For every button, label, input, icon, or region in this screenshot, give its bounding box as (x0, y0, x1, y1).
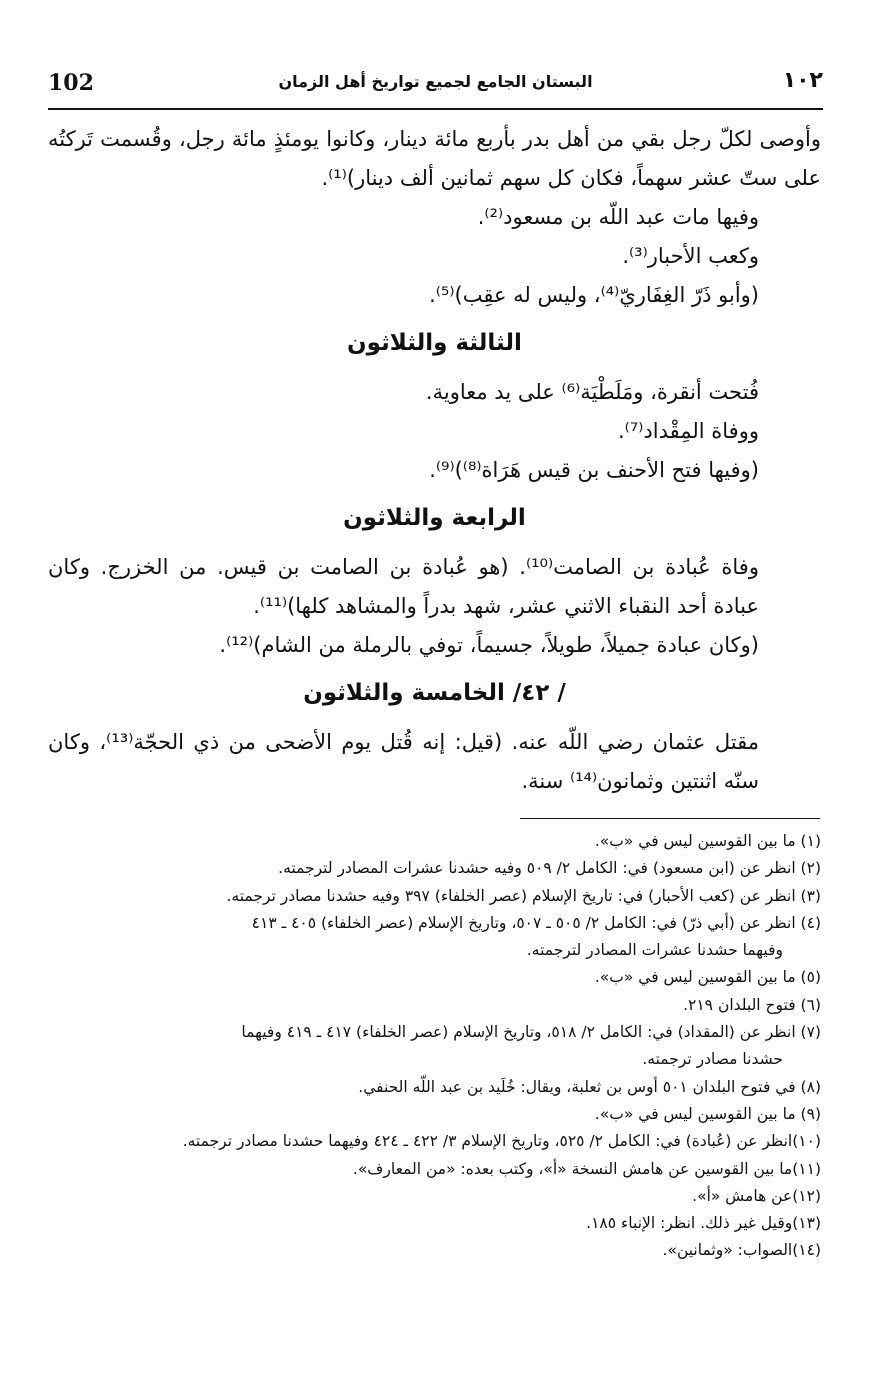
paragraph: (وكان عبادة جميلاً، طويلاً، جسيماً، توفي بالرملة من الشام)⁽¹²⁾. (219, 633, 759, 657)
section-heading: الرابعة والثلاثون (343, 505, 526, 531)
footnote-continuation: حشدنا مصادر ترجمته. (642, 1050, 783, 1069)
main-text (48, 120, 821, 801)
footnote-rule (520, 818, 820, 819)
paragraph: فُتحت أنقرة، ومَلَطْيَة⁽⁶⁾ على يد معاوية. (425, 380, 759, 404)
footnote: (١٣)وقيل غير ذلك. انظر: الإنباء ١٨٥. (586, 1214, 821, 1233)
paragraph: (وفيها فتح الأحنف بن قيس هَرَاة⁽⁸⁾)⁽⁹⁾. (429, 458, 759, 482)
footnote: (٣) انظر عن (كعب الأحبار) في: تاريخ الإسلام (عصر الخلفاء) ٣٩٧ وفيه حشدنا مصادر ترجمته. (226, 886, 821, 905)
footnote: (٤) انظر عن (أبي ذرّ) في: الكامل ٢/ ٥٠٥ ـ ٥٠٧، وتاريخ الإسلام (عصر الخلفاء) ٤٠٥ ـ ٤١٣ (251, 913, 821, 932)
footnote: (٧) انظر عن (المقداد) في: الكامل ٢/ ٥١٨، وتاريخ الإسلام (عصر الخلفاء) ٤١٧ ـ ٤١٩ وفيهما (241, 1023, 821, 1042)
running-title: البستان الجامع لجميع تواريخ أهل الزمان (278, 72, 593, 91)
running-head (48, 68, 823, 102)
paragraph: وفيها مات عبد اللّه بن مسعود⁽²⁾. (477, 205, 759, 229)
paragraph: وأوصى لكلّ رجل بقي من أهل بدر بأربع مائة دينار، وكانوا يومئذٍ مائة رجل، وقُسمت تَركتُه على ستّ عشر سهماً، فكان كل سهم ثمانين ألف دينار)⁽¹⁾. (48, 127, 821, 190)
footnote: (٢) انظر عن (ابن مسعود) في: الكامل ٢/ ٥٠٩ وفيه حشدنا عشرات المصادر لترجمته. (278, 859, 821, 878)
paragraph: مقتل عثمان رضي اللّه عنه. (قيل: إنه قُتل يوم الأضحى من ذي الحجّة⁽¹³⁾، وكان سنّه اثنتين وثمانون⁽¹⁴⁾ سنة. (48, 730, 759, 793)
paragraph: وكعب الأحبار⁽³⁾. (622, 244, 759, 268)
footnote-continuation: وفيهما حشدنا عشرات المصادر لترجمته. (526, 941, 783, 960)
section-heading: / ٤٢/ الخامسة والثلاثون (303, 680, 566, 706)
page-number-arabic: ١٠٢ (782, 68, 823, 93)
header-rule (48, 108, 823, 110)
footnote: (١٤)الصواب: «وثمانين». (662, 1241, 821, 1260)
footnote: (١) ما بين القوسين ليس في «ب». (594, 832, 821, 850)
section-heading: الثالثة والثلاثون (347, 330, 522, 356)
footnote: (١١)ما بين القوسين عن هامش النسخة «أ»، وكتب بعده: «من المعارف». (352, 1159, 821, 1178)
footnote: (٨) في فتوح البلدان ٥٠١ أوس بن ثعلبة، ويقال: خُلَيد بن عبد اللّه الحنفي. (358, 1077, 821, 1096)
footnote: (٩) ما بين القوسين ليس في «ب». (594, 1104, 821, 1123)
paragraph: ووفاة المِقْداد⁽⁷⁾. (617, 419, 759, 443)
page-number-latin: 102 (48, 70, 94, 96)
footnote: (١٠)انظر عن (عُبادة) في: الكامل ٢/ ٥٢٥، وتاريخ الإسلام ٣/ ٤٢٢ ـ ٤٢٤ وفيهما حشدنا مصادر ترجمته. (182, 1132, 821, 1151)
paragraph: (وأبو ذَرّ الغِفَاريّ⁽⁴⁾، وليس له عقِب)⁽⁵⁾. (429, 283, 759, 307)
footnote: (١٢)عن هامش «أ». (692, 1186, 821, 1205)
footnotes (48, 828, 821, 1265)
footnote: (٥) ما بين القوسين ليس في «ب». (594, 968, 821, 987)
footnote: (٦) فتوح البلدان ٢١٩. (683, 995, 821, 1014)
paragraph: وفاة عُبادة بن الصامت⁽¹⁰⁾. (هو عُبادة بن الصامت بن قيس. من الخزرج. وكان عبادة أحد النقباء الاثني عشر، شهد بدراً والمشاهد كلها)⁽¹¹⁾. (48, 555, 759, 618)
